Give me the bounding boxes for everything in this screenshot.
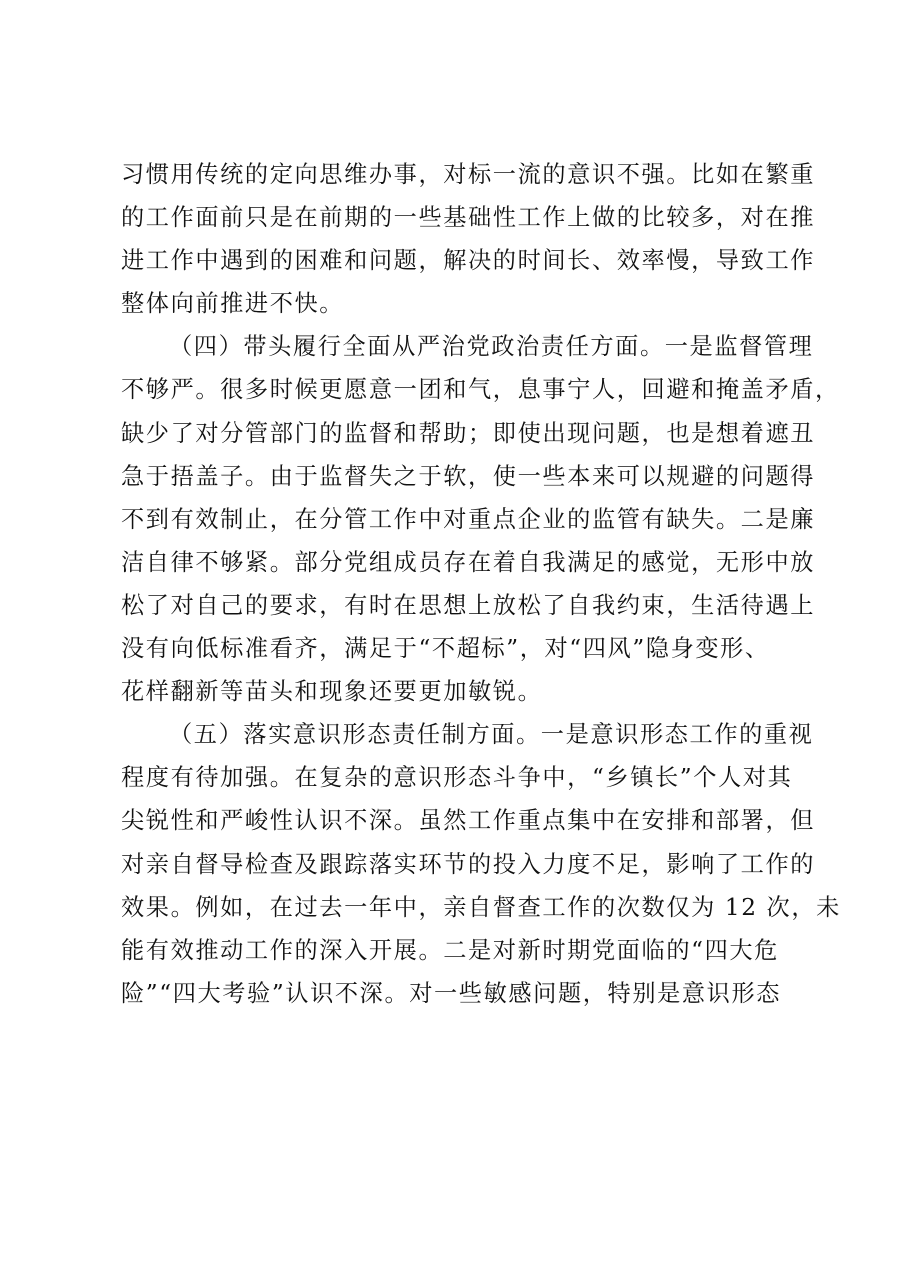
text-line: 效果。例如，在过去一年中，亲自督查工作的次数仅为 12 次，未 (121, 893, 841, 921)
paragraph-continuation (121, 153, 816, 325)
text-line: 对亲自督导检查及跟踪落实环节的投入力度不足，影响了工作的 (121, 850, 816, 878)
text-line: 能有效推动工作的深入开展。二是对新时期党面临的“四大危 (121, 936, 779, 964)
text-line: 整体向前推进不快。 (121, 290, 345, 318)
text-line: 习惯用传统的定向思维办事，对标一流的意识不强。比如在繁重 (121, 161, 816, 188)
paragraph-section-four (121, 325, 840, 713)
text-line: 不到有效制止，在分管工作中对重点企业的监管有缺失。二是廉 (121, 505, 816, 533)
text-line: 险”“四大考验”认识不深。对一些敏感问题，特别是意识形态 (121, 979, 782, 1007)
text-line: 不够严。很多时候更愿意一团和气，息事宁人，回避和掩盖矛盾， (121, 376, 840, 404)
text-line: （四）带头履行全面从严治党政治责任方面。一是监督管理 (169, 333, 814, 361)
text-line: 花样翻新等苗头和现象还要更加敏锐。 (121, 678, 543, 706)
text-line: 的工作面前只是在前期的一些基础性工作上做的比较多，对在推 (121, 204, 816, 232)
text-line: 急于捂盖子。由于监督失之于软，使一些本来可以规避的问题得 (121, 462, 816, 490)
text-line: 缺少了对分管部门的监督和帮助；即使出现问题，也是想着遮丑 (121, 419, 816, 447)
text-line: 松了对自己的要求，有时在思想上放松了自我约束，生活待遇上 (121, 591, 816, 619)
document-body (121, 153, 841, 1015)
paragraph-section-five (121, 713, 841, 1015)
text-line: （五）落实意识形态责任制方面。一是意识形态工作的重视 (169, 721, 814, 749)
text-line: 程度有待加强。在复杂的意识形态斗争中，“乡镇长”个人对其 (121, 764, 793, 792)
text-line: 进工作中遇到的困难和问题，解决的时间长、效率慢，导致工作 (121, 247, 816, 275)
text-line: 洁自律不够紧。部分党组成员存在着自我满足的感觉，无形中放 (121, 548, 816, 576)
text-line: 尖锐性和严峻性认识不深。虽然工作重点集中在安排和部署，但 (121, 807, 816, 835)
text-line: 没有向低标准看齐，满足于“不超标”，对“四风”隐身变形、 (121, 635, 770, 663)
